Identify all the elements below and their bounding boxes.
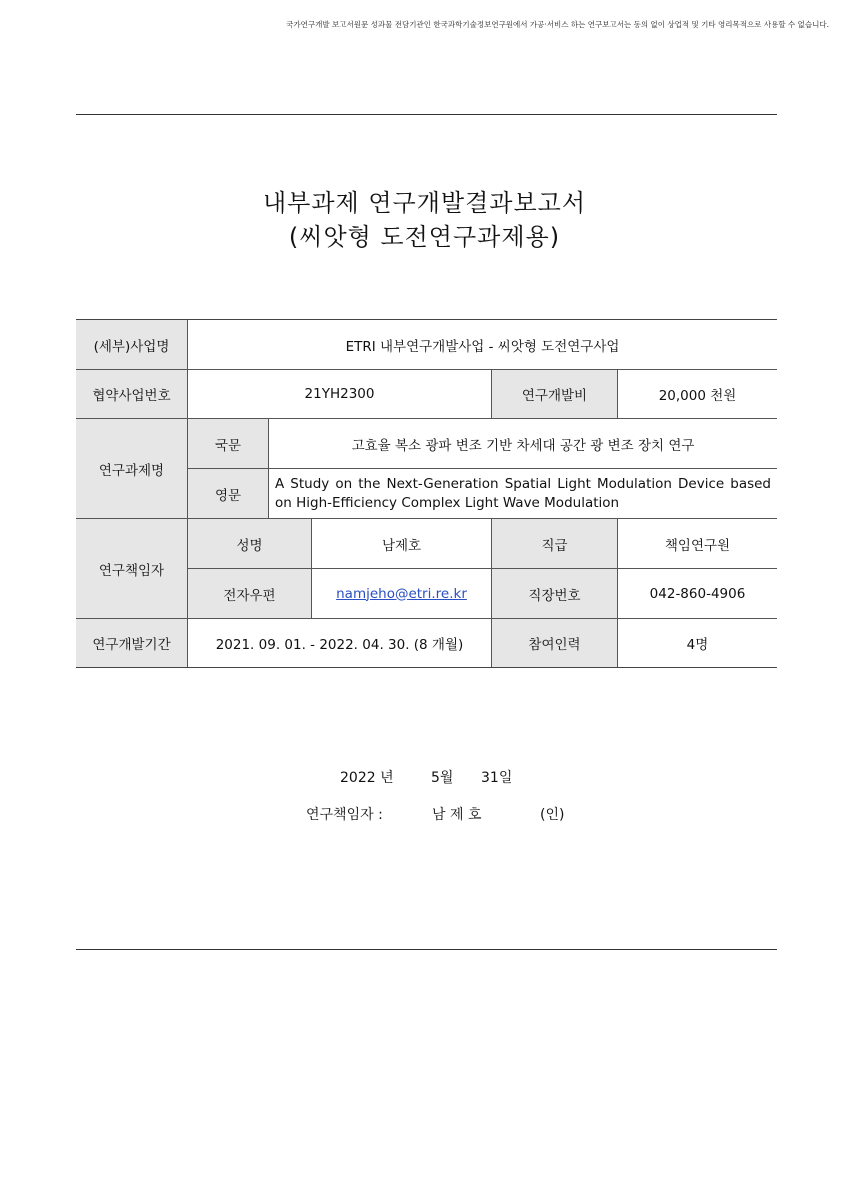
email-cell xyxy=(312,569,492,619)
period-value: 2021. 09. 01. - 2022. 04. 30. (8 개월) xyxy=(188,619,492,667)
usage-notice: 국가연구개발 보고서원문 성과물 전담기관인 한국과학기술정보연구원에서 가공·서비스 하는 연구보고서는 동의 없이 상업적 및 기타 영리목적으로 사용할 수 없습니다. xyxy=(286,20,829,29)
period-label: 연구개발기간 xyxy=(76,619,188,667)
report-subtitle: (씨앗형 도전연구과제용) xyxy=(288,223,561,251)
rank-value: 책임연구원 xyxy=(618,519,777,569)
project-info-table xyxy=(76,319,777,668)
signature-label: 연구책임자 : xyxy=(306,807,383,823)
korean-title-value: 고효율 복소 광파 변조 기반 차세대 공간 광 변조 장치 연구 xyxy=(269,419,777,469)
budget-value: 20,000 천원 xyxy=(618,370,777,419)
date-day: 31일 xyxy=(481,770,513,786)
rank-label: 직급 xyxy=(492,519,618,569)
email-link[interactable]: namjeho@etri.re.kr xyxy=(336,585,467,602)
english-title-label: 영문 xyxy=(188,469,269,519)
name-label: 성명 xyxy=(188,519,312,569)
contract-value: 21YH2300 xyxy=(188,370,492,419)
staff-label: 참여인력 xyxy=(492,619,618,667)
korean-title-label: 국문 xyxy=(188,419,269,469)
top-divider xyxy=(76,114,777,115)
english-title-value: A Study on the Next-Generation Spatial Light Modulation Device based on High-Efficiency Complex Light Wave Modulation xyxy=(269,469,777,519)
program-value: ETRI 내부연구개발사업 - 씨앗형 도전연구사업 xyxy=(188,320,777,370)
report-title: 내부과제 연구개발결과보고서 xyxy=(262,189,587,217)
bottom-divider xyxy=(76,949,777,950)
program-label: (세부)사업명 xyxy=(76,320,188,370)
budget-label: 연구개발비 xyxy=(492,370,618,419)
signature-name: 남 제 호 xyxy=(432,807,482,823)
staff-value: 4명 xyxy=(686,637,709,653)
name-value: 남제호 xyxy=(312,519,492,569)
phone-value: 042-860-4906 xyxy=(618,569,777,619)
date-year: 2022 년 xyxy=(340,770,394,786)
contract-label: 협약사업번호 xyxy=(76,370,188,419)
project-title-label: 연구과제명 xyxy=(76,419,188,519)
date-month: 5월 xyxy=(431,770,454,786)
signature-seal: (인) xyxy=(540,807,565,823)
phone-label: 직장번호 xyxy=(492,569,618,619)
pi-label: 연구책임자 xyxy=(76,519,188,619)
email-label: 전자우편 xyxy=(188,569,312,619)
